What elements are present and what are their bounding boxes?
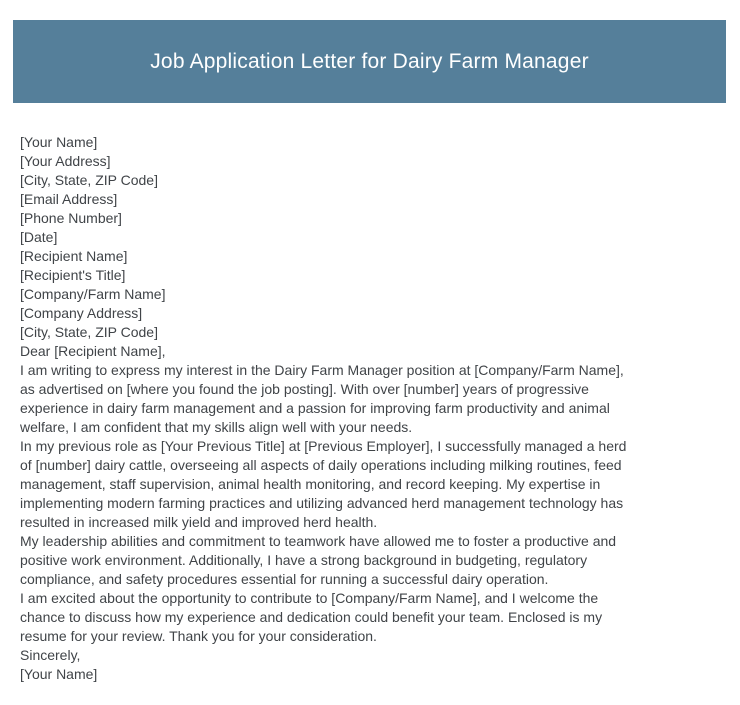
- letter-line: [Date]: [20, 229, 58, 245]
- letter-line: [Your Address]: [20, 153, 111, 169]
- letter-line: [Recipient Name]: [20, 248, 128, 264]
- letter-line: My leadership abilities and commitment to teamwork have allowed me to foster a productive and: [20, 533, 617, 549]
- letter-line: implementing modern farming practices and utilizing advanced herd management technology has: [20, 495, 624, 511]
- letter-line: Dear [Recipient Name],: [20, 343, 166, 359]
- letter-line: [City, State, ZIP Code]: [20, 172, 158, 188]
- letter-line: In my previous role as [Your Previous Title] at [Previous Employer], I successfully managed a herd: [20, 438, 627, 454]
- letter-body: [20, 133, 730, 684]
- letter-line: resulted in increased milk yield and improved herd health.: [20, 514, 378, 530]
- page-title: Job Application Letter for Dairy Farm Manager: [150, 49, 589, 73]
- letter-line: [Company/Farm Name]: [20, 286, 166, 302]
- letter-line: compliance, and safety procedures essential for running a successful dairy operation.: [20, 571, 549, 587]
- letter-line: I am excited about the opportunity to contribute to [Company/Farm Name], and I welcome the: [20, 590, 599, 606]
- letter-line: [Recipient's Title]: [20, 267, 126, 283]
- letter-line: I am writing to express my interest in the Dairy Farm Manager position at [Company/Farm Name],: [20, 362, 624, 378]
- letter-line: [Phone Number]: [20, 210, 122, 226]
- letter-line: [Your Name]: [20, 666, 98, 682]
- letter-line: [Your Name]: [20, 134, 98, 150]
- header-band: [13, 20, 726, 103]
- letter-line: experience in dairy farm management and a passion for improving farm productivity and animal: [20, 400, 610, 416]
- letter-line: chance to discuss how my experience and dedication could benefit your team. Enclosed is my: [20, 609, 603, 625]
- letter-line: management, staff supervision, animal health monitoring, and record keeping. My expertise in: [20, 476, 601, 492]
- letter-line: Sincerely,: [20, 647, 81, 663]
- letter-line: [Email Address]: [20, 191, 118, 207]
- letter-line: resume for your review. Thank you for your consideration.: [20, 628, 377, 644]
- letter-line: as advertised on [where you found the job posting]. With over [number] years of progressive: [20, 381, 589, 397]
- letter-line: positive work environment. Additionally, I have a strong background in budgeting, regulatory: [20, 552, 588, 568]
- letter-line: welfare, I am confident that my skills align well with your needs.: [20, 419, 413, 435]
- letter-line: [City, State, ZIP Code]: [20, 324, 158, 340]
- letter-line: of [number] dairy cattle, overseeing all aspects of daily operations including milking routines, feed: [20, 457, 622, 473]
- letter-line: [Company Address]: [20, 305, 143, 321]
